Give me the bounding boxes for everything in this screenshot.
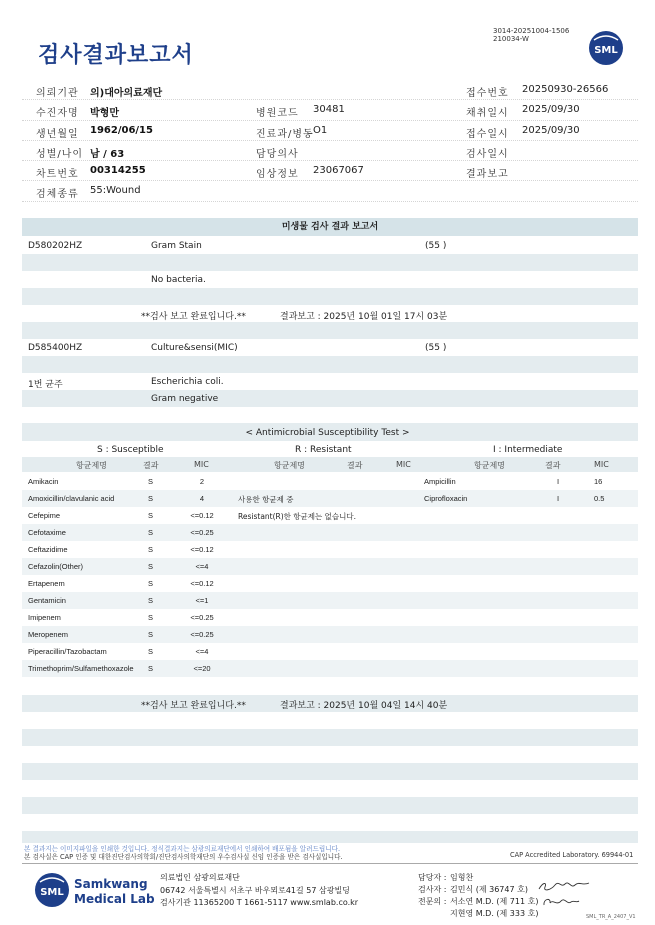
staff-name: 지현영 M.D. (제 333 호) xyxy=(450,909,539,918)
table-row xyxy=(22,524,638,541)
table-row xyxy=(22,660,638,677)
report-title: 검사결과보고서 xyxy=(38,43,194,68)
drug-result: S xyxy=(148,562,154,571)
report-time: 결과보고 : 2025년 10월 04일 14시 40분 xyxy=(280,701,448,711)
isolate-label: 1번 균주 xyxy=(28,380,63,390)
footer-divider xyxy=(22,863,638,864)
signature-icon xyxy=(541,895,581,909)
drug-mic: <=0.12 xyxy=(190,545,214,554)
table-row xyxy=(22,609,638,626)
test-name: Gram Stain xyxy=(151,241,202,251)
drug-mic: <=0.12 xyxy=(190,511,214,520)
drug-mic: <=0.12 xyxy=(190,579,214,588)
organism-name: Escherichia coli. xyxy=(151,377,224,387)
report-complete: **검사 보고 완료입니다.** xyxy=(141,312,246,322)
drug-result: S xyxy=(148,664,154,673)
drug-mic: <=0.25 xyxy=(190,630,214,639)
legend-susceptible: S : Susceptible xyxy=(97,445,164,455)
drug-name: Amikacin xyxy=(28,477,59,486)
report-time: 결과보고 : 2025년 10월 01일 17시 03분 xyxy=(280,312,448,322)
test-code: D580202HZ xyxy=(28,241,83,251)
band xyxy=(22,729,638,746)
table-row xyxy=(22,558,638,575)
band xyxy=(22,288,638,305)
drug-name: Imipenem xyxy=(28,613,61,622)
drug-name: Cefepime xyxy=(28,511,61,520)
band xyxy=(22,254,638,271)
form-code: SML_TR_A_2407_V1 xyxy=(586,914,636,920)
sml-logo-icon xyxy=(34,872,70,908)
ast-title: < Antimicrobial Susceptibility Test > xyxy=(245,428,410,438)
gram-result: Gram negative xyxy=(151,394,219,404)
test-result: No bacteria. xyxy=(151,275,206,285)
band xyxy=(22,831,638,843)
drug-mic: <=0.25 xyxy=(190,613,214,622)
table-row xyxy=(22,575,638,592)
company-name: Samkwang xyxy=(74,877,148,891)
svg-text:SML: SML xyxy=(594,45,618,56)
band xyxy=(22,797,638,814)
drug-result: S xyxy=(148,545,154,554)
resistant-note: Resistant(R)한 항균제는 없습니다. xyxy=(238,512,357,521)
drug-mic: 4 xyxy=(199,494,205,503)
staff-name: 임형찬 xyxy=(450,873,474,882)
drug-result: S xyxy=(148,528,154,537)
test-name: Culture&sensi(MIC) xyxy=(151,343,238,353)
patient-info-table xyxy=(22,80,638,202)
accreditation-notice: 본 검사실은 CAP 인증 및 대한진단검사의학회/진단검사의학재단의 우수검사실 신임 인증을 받은 검사실입니다. xyxy=(24,853,343,861)
info-row: 성별/나이 남 / 63 담당의사 검사일시 xyxy=(22,141,638,161)
table-row xyxy=(22,490,638,507)
report-complete: **검사 보고 완료입니다.** xyxy=(141,701,246,711)
legend-resistant: R : Resistant xyxy=(295,445,352,455)
table-row xyxy=(22,541,638,558)
org-contact: 검사기관 11365200 T 1661-5117 www.smlab.co.kr xyxy=(160,898,359,907)
drug-mic: <=1 xyxy=(195,596,209,605)
drug-mic: <=4 xyxy=(195,647,209,656)
cap-number: CAP Accredited Laboratory. 69944-01 xyxy=(510,851,634,859)
drug-name: Cefazolin(Other) xyxy=(28,562,84,571)
drug-result: S xyxy=(148,579,154,588)
drug-name: Meropenem xyxy=(28,630,69,639)
band xyxy=(22,763,638,780)
drug-result: I xyxy=(557,494,560,503)
drug-mic: <=4 xyxy=(195,562,209,571)
table-row xyxy=(22,473,638,490)
ast-header-row: 항균제명 결과 MIC 항균제명 결과 MIC 항균제명 결과 MIC xyxy=(22,457,638,472)
sml-logo-icon xyxy=(588,30,624,66)
legend-intermediate: I : Intermediate xyxy=(493,445,563,455)
document-code: 3014-20251004-1506 210034-W xyxy=(493,27,570,43)
drug-name: Ampicillin xyxy=(424,477,456,486)
drug-name: Ciprofloxacin xyxy=(424,494,468,503)
test-qty: (55 ) xyxy=(425,241,447,251)
drug-name: Piperacillin/Tazobactam xyxy=(28,647,107,656)
print-notice: 본 결과지는 이미지파일을 인쇄한 것입니다. 정식결과지는 삼광의료재단에서 인쇄하여 배포됨을 알려드립니다. xyxy=(24,845,341,853)
resistant-note: 사용한 항균제 중 xyxy=(238,495,294,504)
info-row: 검체종류 55:Wound xyxy=(22,181,638,201)
drug-result: I xyxy=(557,477,560,486)
drug-result: S xyxy=(148,647,154,656)
drug-result: S xyxy=(148,613,154,622)
table-row xyxy=(22,643,638,660)
staff-name: 서소연 M.D. (제 711 호) xyxy=(450,897,539,906)
test-qty: (55 ) xyxy=(425,343,447,353)
test-code: D585400HZ xyxy=(28,343,83,353)
band xyxy=(22,356,638,373)
drug-name: Gentamicin xyxy=(28,596,66,605)
drug-name: Ceftazidime xyxy=(28,545,68,554)
table-row xyxy=(22,626,638,643)
band xyxy=(22,322,638,339)
table-row xyxy=(22,592,638,609)
band xyxy=(22,390,638,407)
info-row: 수진자명 박형만 병원코드 30481 채취일시 2025/09/30 xyxy=(22,100,638,120)
staff-name: 김민식 (제 36747 호) xyxy=(450,885,528,894)
company-name: Medical Lab xyxy=(74,892,155,906)
org-name: 의료법인 삼광의료재단 xyxy=(160,873,240,882)
info-row: 의뢰기관 의)대아의료재단 접수번호 20250930-26566 xyxy=(22,80,638,100)
drug-result: S xyxy=(148,596,154,605)
drug-mic: 16 xyxy=(594,477,603,486)
svg-text:SML: SML xyxy=(40,887,64,898)
drug-result: S xyxy=(148,511,154,520)
info-row: 차트번호 00314255 임상정보 23067067 결과보고 xyxy=(22,161,638,181)
signature-icon xyxy=(537,880,593,892)
drug-result: S xyxy=(148,494,154,503)
drug-mic: <=0.25 xyxy=(190,528,214,537)
org-address: 06742 서울특별시 서초구 바우뫼로41길 57 삼광빌딩 xyxy=(160,886,350,895)
drug-result: S xyxy=(148,477,154,486)
drug-mic: <=20 xyxy=(193,664,211,673)
drug-name: Cefotaxime xyxy=(28,528,66,537)
drug-mic: 0.5 xyxy=(594,494,605,503)
drug-name: Amoxicillin/clavulanic acid xyxy=(28,494,115,503)
section-title: 미생물 검사 결과 보고서 xyxy=(22,218,638,236)
drug-name: Trimethoprim/Sulfamethoxazole xyxy=(28,664,134,673)
drug-mic: 2 xyxy=(199,477,205,486)
drug-name: Ertapenem xyxy=(28,579,65,588)
info-row: 생년월일 1962/06/15 진료과/병동 O1 접수일시 2025/09/30 xyxy=(22,121,638,141)
drug-result: S xyxy=(148,630,154,639)
